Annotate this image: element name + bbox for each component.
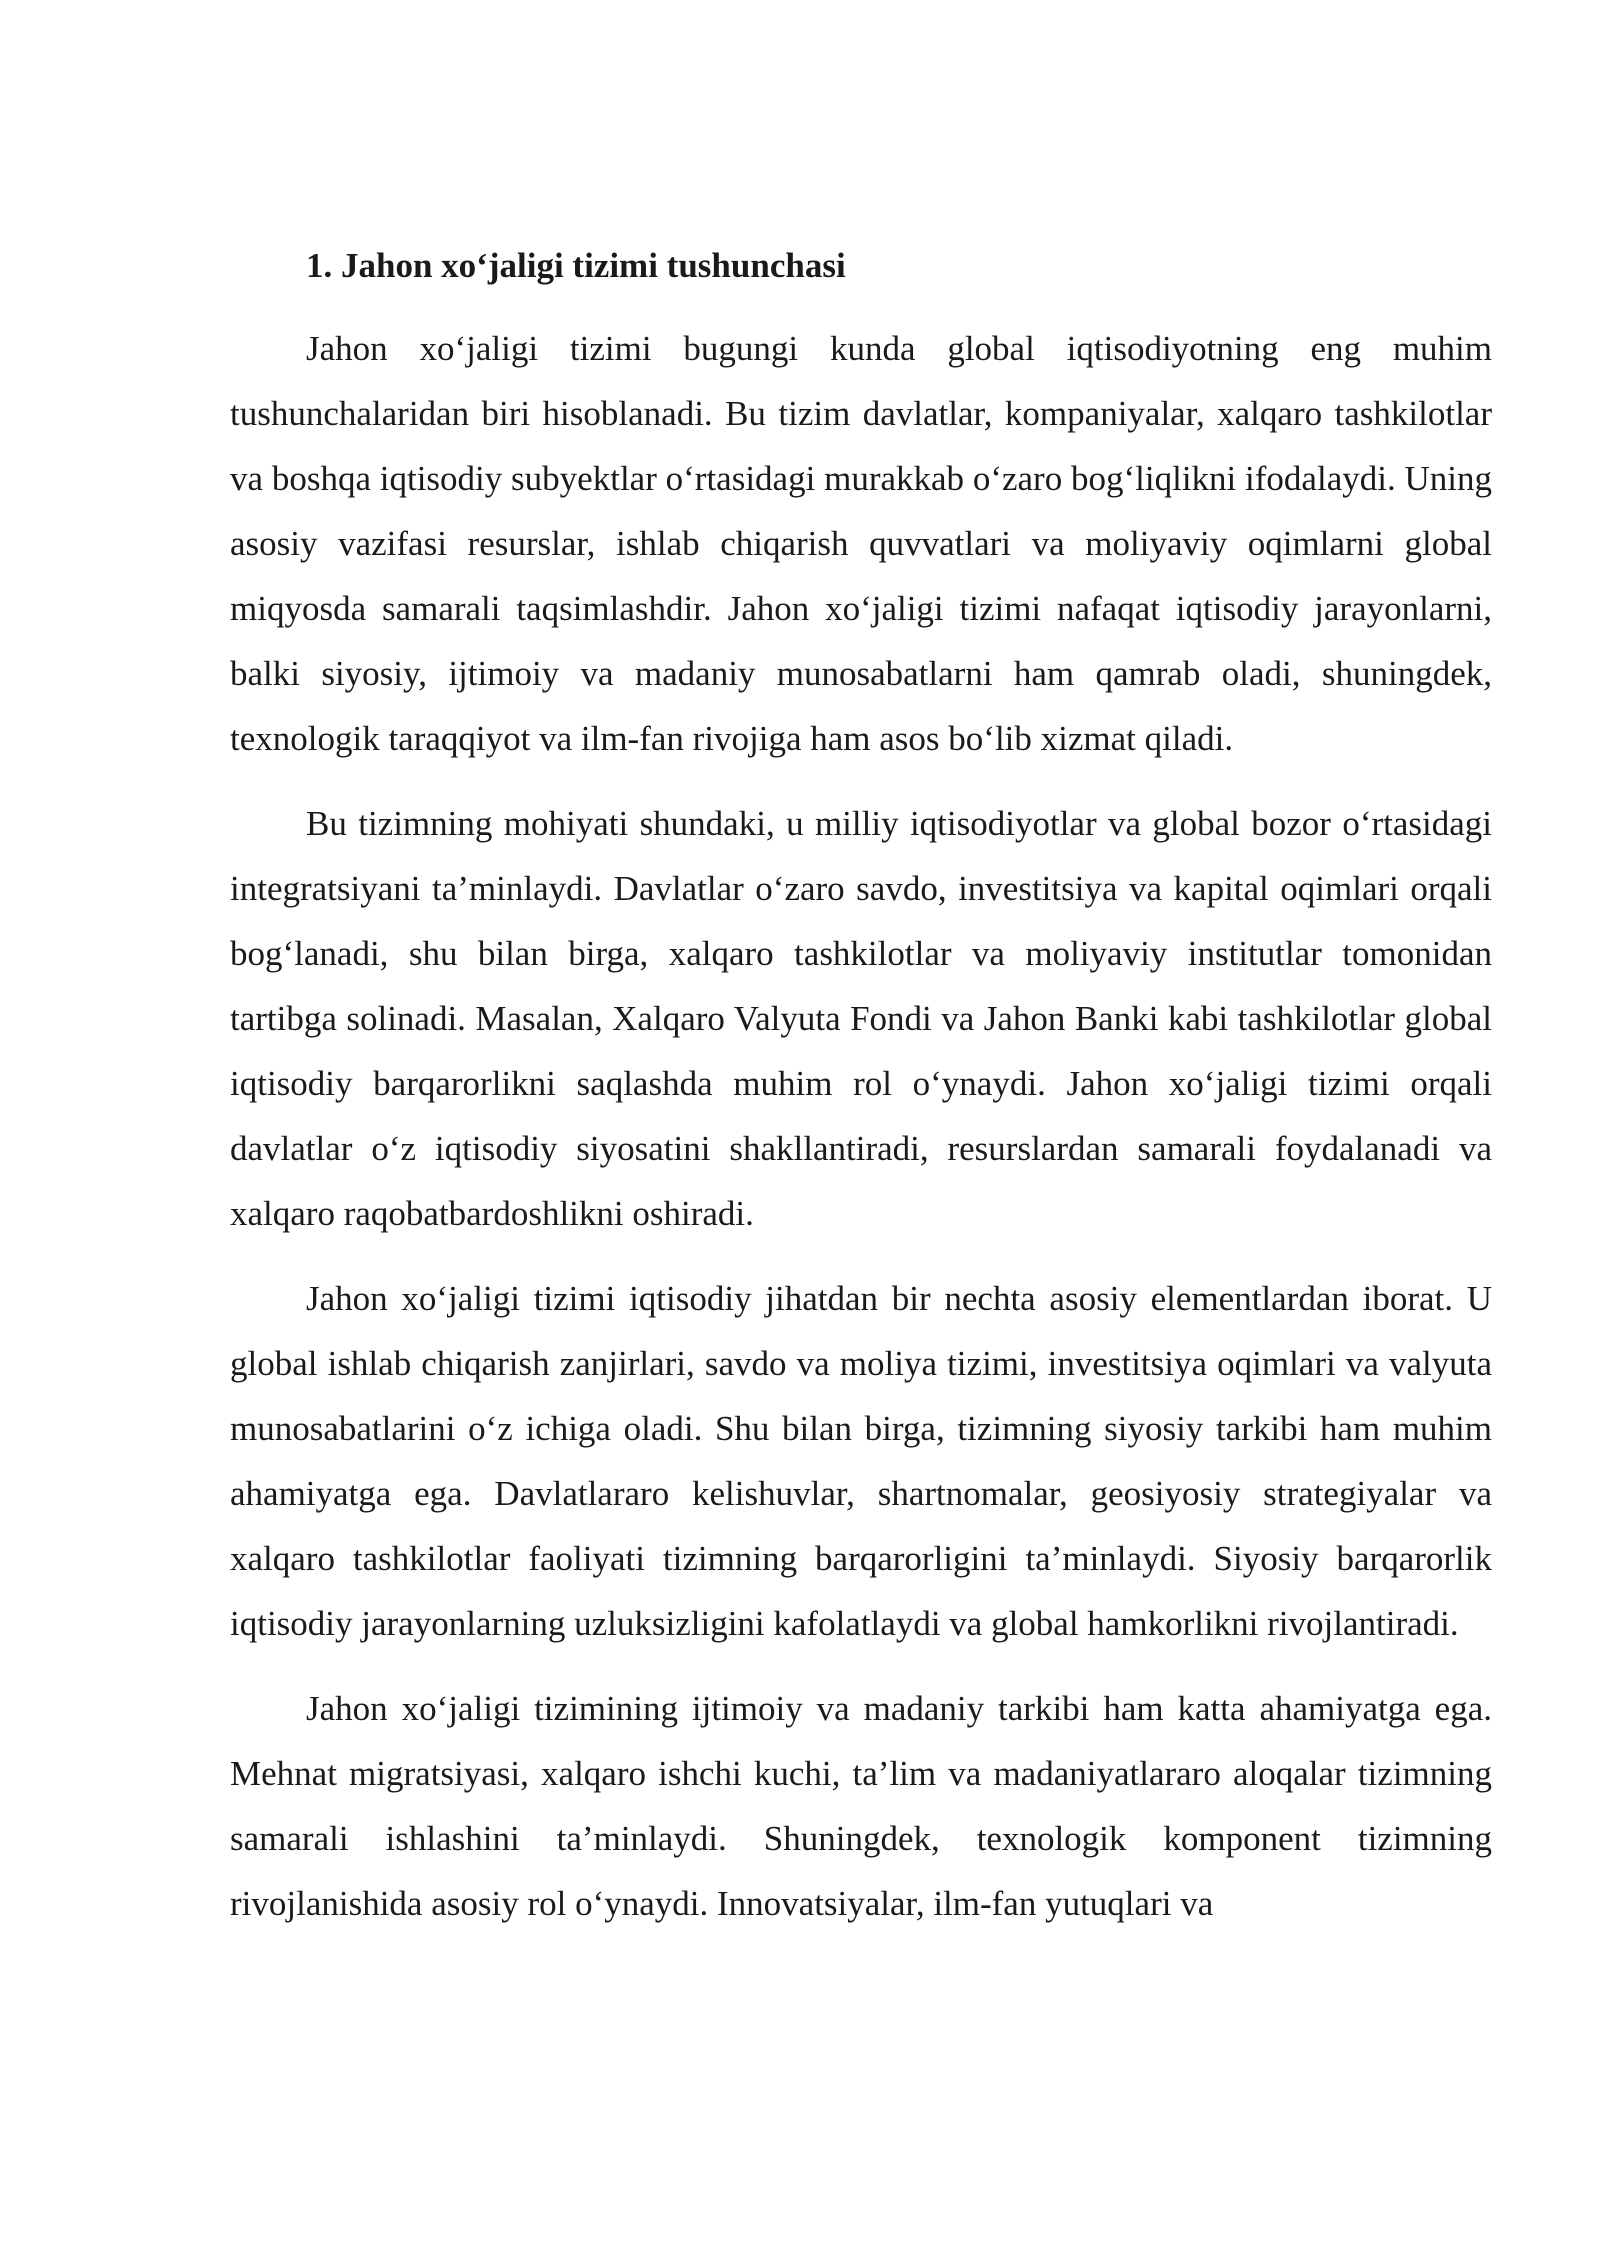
paragraph-4: Jahon xo‘jaligi tizimining ijtimoiy va madaniy tarkibi ham katta ahamiyatga ega. Mehnat migratsiyasi, xalqaro ishchi kuchi, ta’lim va madaniyatlararo aloqalar tizimning samarali ishlashini ta’minlaydi. Shuningdek, texnologik komponent tizimning rivojlanishida asosiy rol o‘ynaydi. Innovatsiyalar, ilm-fan yutuqlari va	[230, 1689, 1492, 1923]
paragraph-3: Jahon xo‘jaligi tizimi iqtisodiy jihatdan bir nechta asosiy elementlardan iborat. U global ishlab chiqarish zanjirlari, savdo va moliya tizimi, investitsiya oqimlari va valyuta munosabatlarini o‘z ichiga oladi. Shu bilan birga, tizimning siyosiy tarkibi ham muhim ahamiyatga ega. Davlatlararo kelishuvlar, shartnomalar, geosiyosiy strategiyalar va xalqaro tashkilotlar faoliyati tizimning barqarorligini ta’minlaydi. Siyosiy barqarorlik iqtisodiy jarayonlarning uzluksizligini kafolatlaydi va global hamkorlikni rivojlantiradi.	[230, 1279, 1492, 1643]
paragraph-2: Bu tizimning mohiyati shundaki, u milliy iqtisodiyotlar va global bozor o‘rtasidagi integratsiyani ta’minlaydi. Davlatlar o‘zaro savdo, investitsiya va kapital oqimlari orqali bog‘lanadi, shu bilan birga, xalqaro tashkilotlar va moliyaviy institutlar tomonidan tartibga solinadi. Masalan, Xalqaro Valyuta Fondi va Jahon Banki kabi tashkilotlar global iqtisodiy barqarorlikni saqlashda muhim rol o‘ynaydi. Jahon xo‘jaligi tizimi orqali davlatlar o‘z iqtisodiy siyosatini shakllantiradi, resurslardan samarali foydalanadi va xalqaro raqobatbardoshlikni oshiradi.	[230, 804, 1492, 1233]
paragraph-1: Jahon xo‘jaligi tizimi bugungi kunda global iqtisodiyotning eng muhim tushunchalaridan biri hisoblanadi. Bu tizim davlatlar, kompaniyalar, xalqaro tashkilotlar va boshqa iqtisodiy subyektlar o‘rtasidagi murakkab o‘zaro bog‘liqlikni ifodalaydi. Uning asosiy vazifasi resurslar, ishlab chiqarish quvvatlari va moliyaviy oqimlarni global miqyosda samarali taqsimlashdir. Jahon xo‘jaligi tizimi nafaqat iqtisodiy jarayonlarni, balki siyosiy, ijtimoiy va madaniy munosabatlarni ham qamrab oladi, shuningdek, texnologik taraqqiyot va ilm-fan rivojiga ham asos bo‘lib xizmat qiladi.	[230, 329, 1492, 758]
section-heading: 1. Jahon xo‘jaligi tizimi tushunchasi	[306, 246, 846, 285]
document-body	[230, 236, 1492, 1956]
